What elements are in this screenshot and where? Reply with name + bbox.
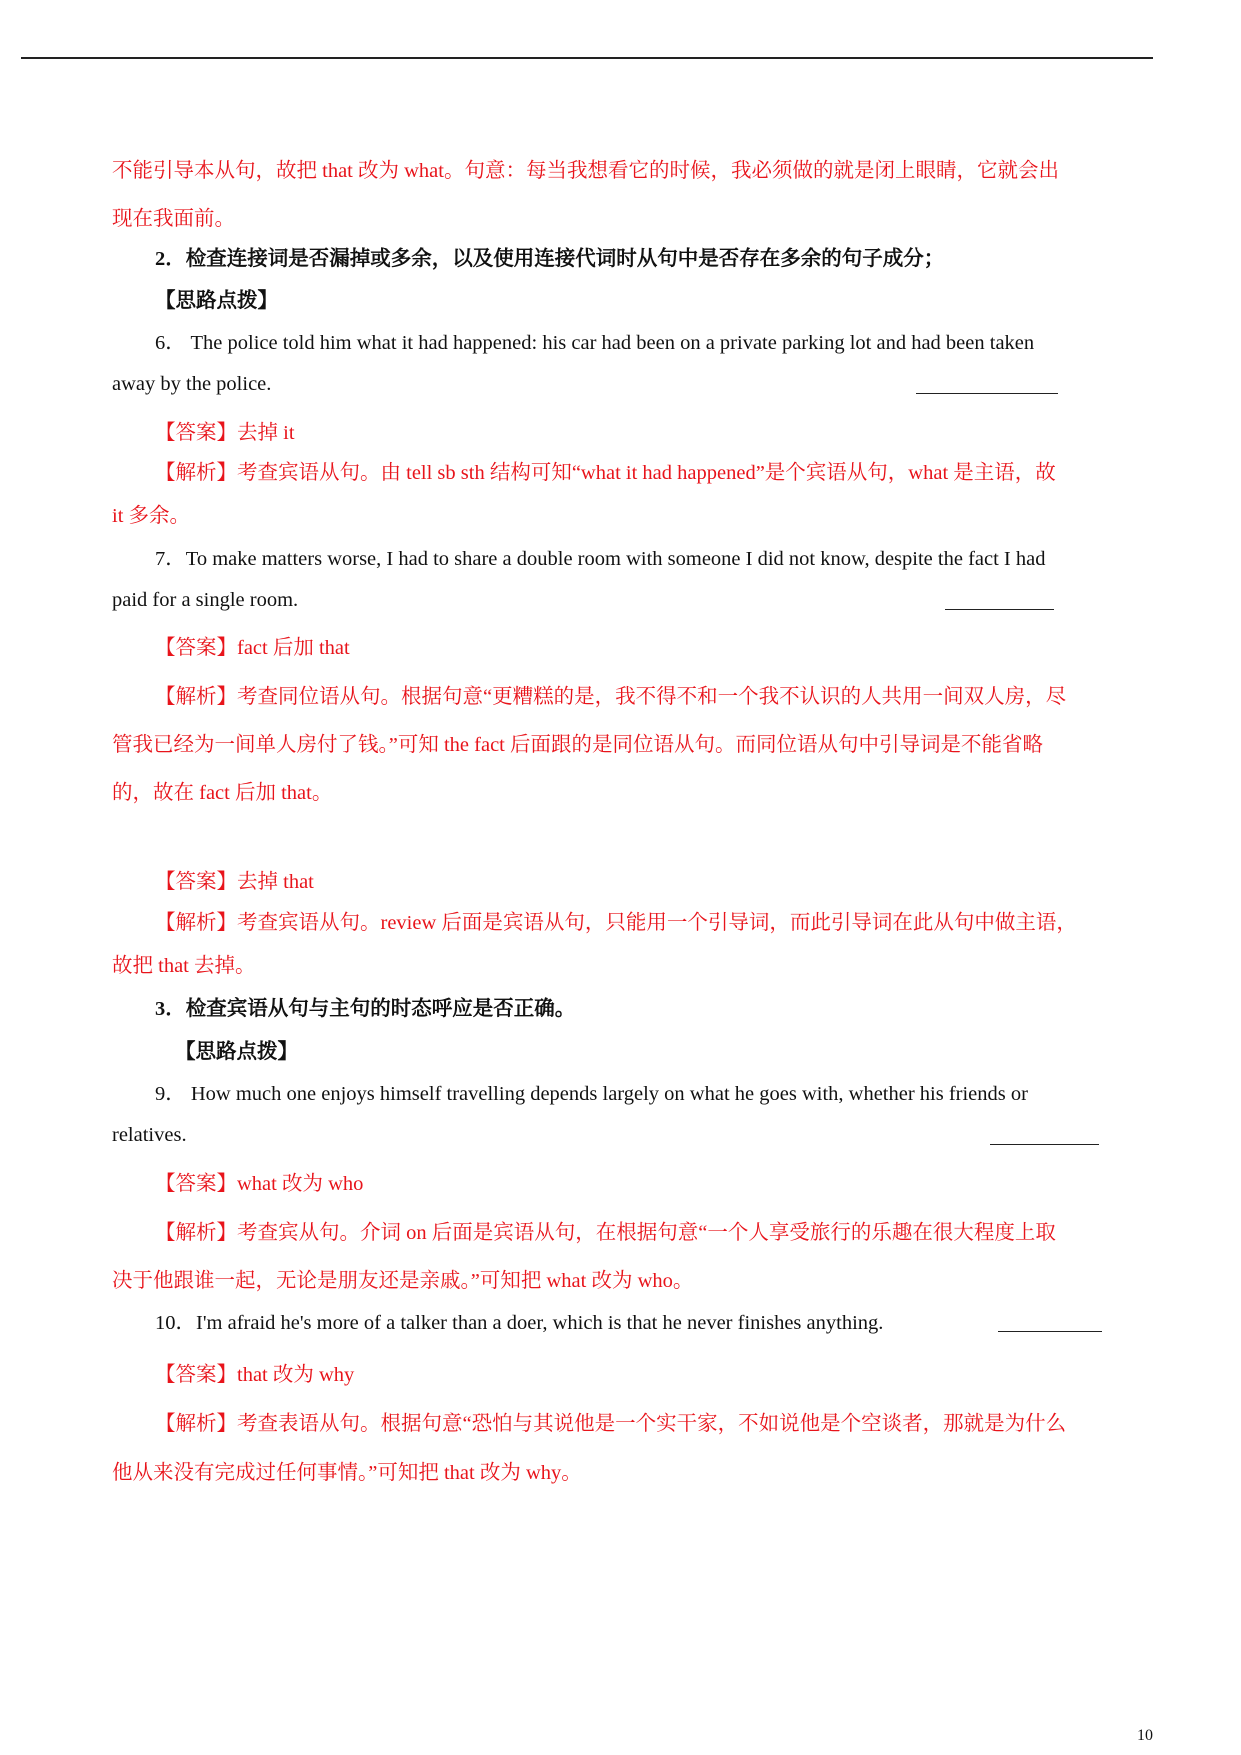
answer-line: 【答案】that 改为 why (155, 1364, 355, 1386)
explanation-line: 【解析】考查宾语从句。由 tell sb sth 结构可知“what it had happened”是个宾语从句，what 是主语，故 (155, 462, 1056, 484)
question-text: away by the police. (112, 373, 272, 395)
hint-heading: 【思路点拨】 (175, 1041, 298, 1063)
explanation-line: 【解析】考查表语从句。根据句意“恐怕与其说他是一个实干家，不如说他是个空谈者，那就是为什么 (155, 1413, 1067, 1435)
question-text: relatives. (112, 1124, 187, 1146)
answer-line: 【答案】fact 后加 that (155, 637, 350, 659)
section-heading: 2．检查连接词是否漏掉或多余，以及使用连接代词时从句中是否存在多余的句子成分； (155, 248, 945, 270)
answer-blank (945, 609, 1054, 610)
explanation-line: it 多余。 (112, 505, 191, 527)
section-heading: 3．检查宾语从句与主句的时态呼应是否正确。 (155, 998, 576, 1020)
explanation-line: 【解析】考查同位语从句。根据句意“更糟糕的是，我不得不和一个我不认识的人共用一间双人房，尽 (155, 686, 1067, 708)
answer-line: 【答案】去掉 it (155, 422, 295, 444)
header-rule (21, 57, 1153, 59)
question-text: 10．I'm afraid he's more of a talker than a doer, which is that he never finishes anything. (155, 1312, 884, 1334)
page-number: 10 (1137, 1727, 1153, 1744)
question-text: 7．To make matters worse, I had to share a double room with someone I did not know, despite the fact I had (155, 548, 1046, 570)
text-line: 现在我面前。 (112, 208, 235, 230)
answer-blank (916, 393, 1058, 394)
question-text: 9． How much one enjoys himself travelling depends largely on what he goes with, whether his friends or (155, 1083, 1028, 1105)
question-text: 6． The police told him what it had happened: his car had been on a private parking lot and had been taken (155, 332, 1035, 354)
text-line: 不能引导本从句，故把 that 改为 what。句意：每当我想看它的时候，我必须做的就是闭上眼睛，它就会出 (112, 160, 1059, 182)
explanation-line: 管我已经为一间单人房付了钱。”可知 the fact 后面跟的是同位语从句。而同位语从句中引导词是不能省略 (112, 734, 1043, 756)
explanation-line: 【解析】考查宾语从句。review 后面是宾语从句，只能用一个引导词，而此引导词在此从句中做主语， (155, 912, 1077, 934)
explanation-line: 他从来没有完成过任何事情。”可知把 that 改为 why。 (112, 1462, 582, 1484)
answer-line: 【答案】去掉 that (155, 871, 314, 893)
answer-line: 【答案】what 改为 who (155, 1173, 364, 1195)
explanation-line: 决于他跟谁一起，无论是朋友还是亲戚。”可知把 what 改为 who。 (112, 1270, 694, 1292)
explanation-line: 的，故在 fact 后加 that。 (112, 782, 333, 804)
hint-heading: 【思路点拨】 (155, 290, 278, 312)
answer-blank (998, 1331, 1102, 1332)
answer-blank (990, 1144, 1099, 1145)
explanation-line: 故把 that 去掉。 (112, 955, 256, 977)
explanation-line: 【解析】考查宾从句。介词 on 后面是宾语从句，在根据句意“一个人享受旅行的乐趣在很大程度上取 (155, 1222, 1056, 1244)
question-text: paid for a single room. (112, 589, 299, 611)
